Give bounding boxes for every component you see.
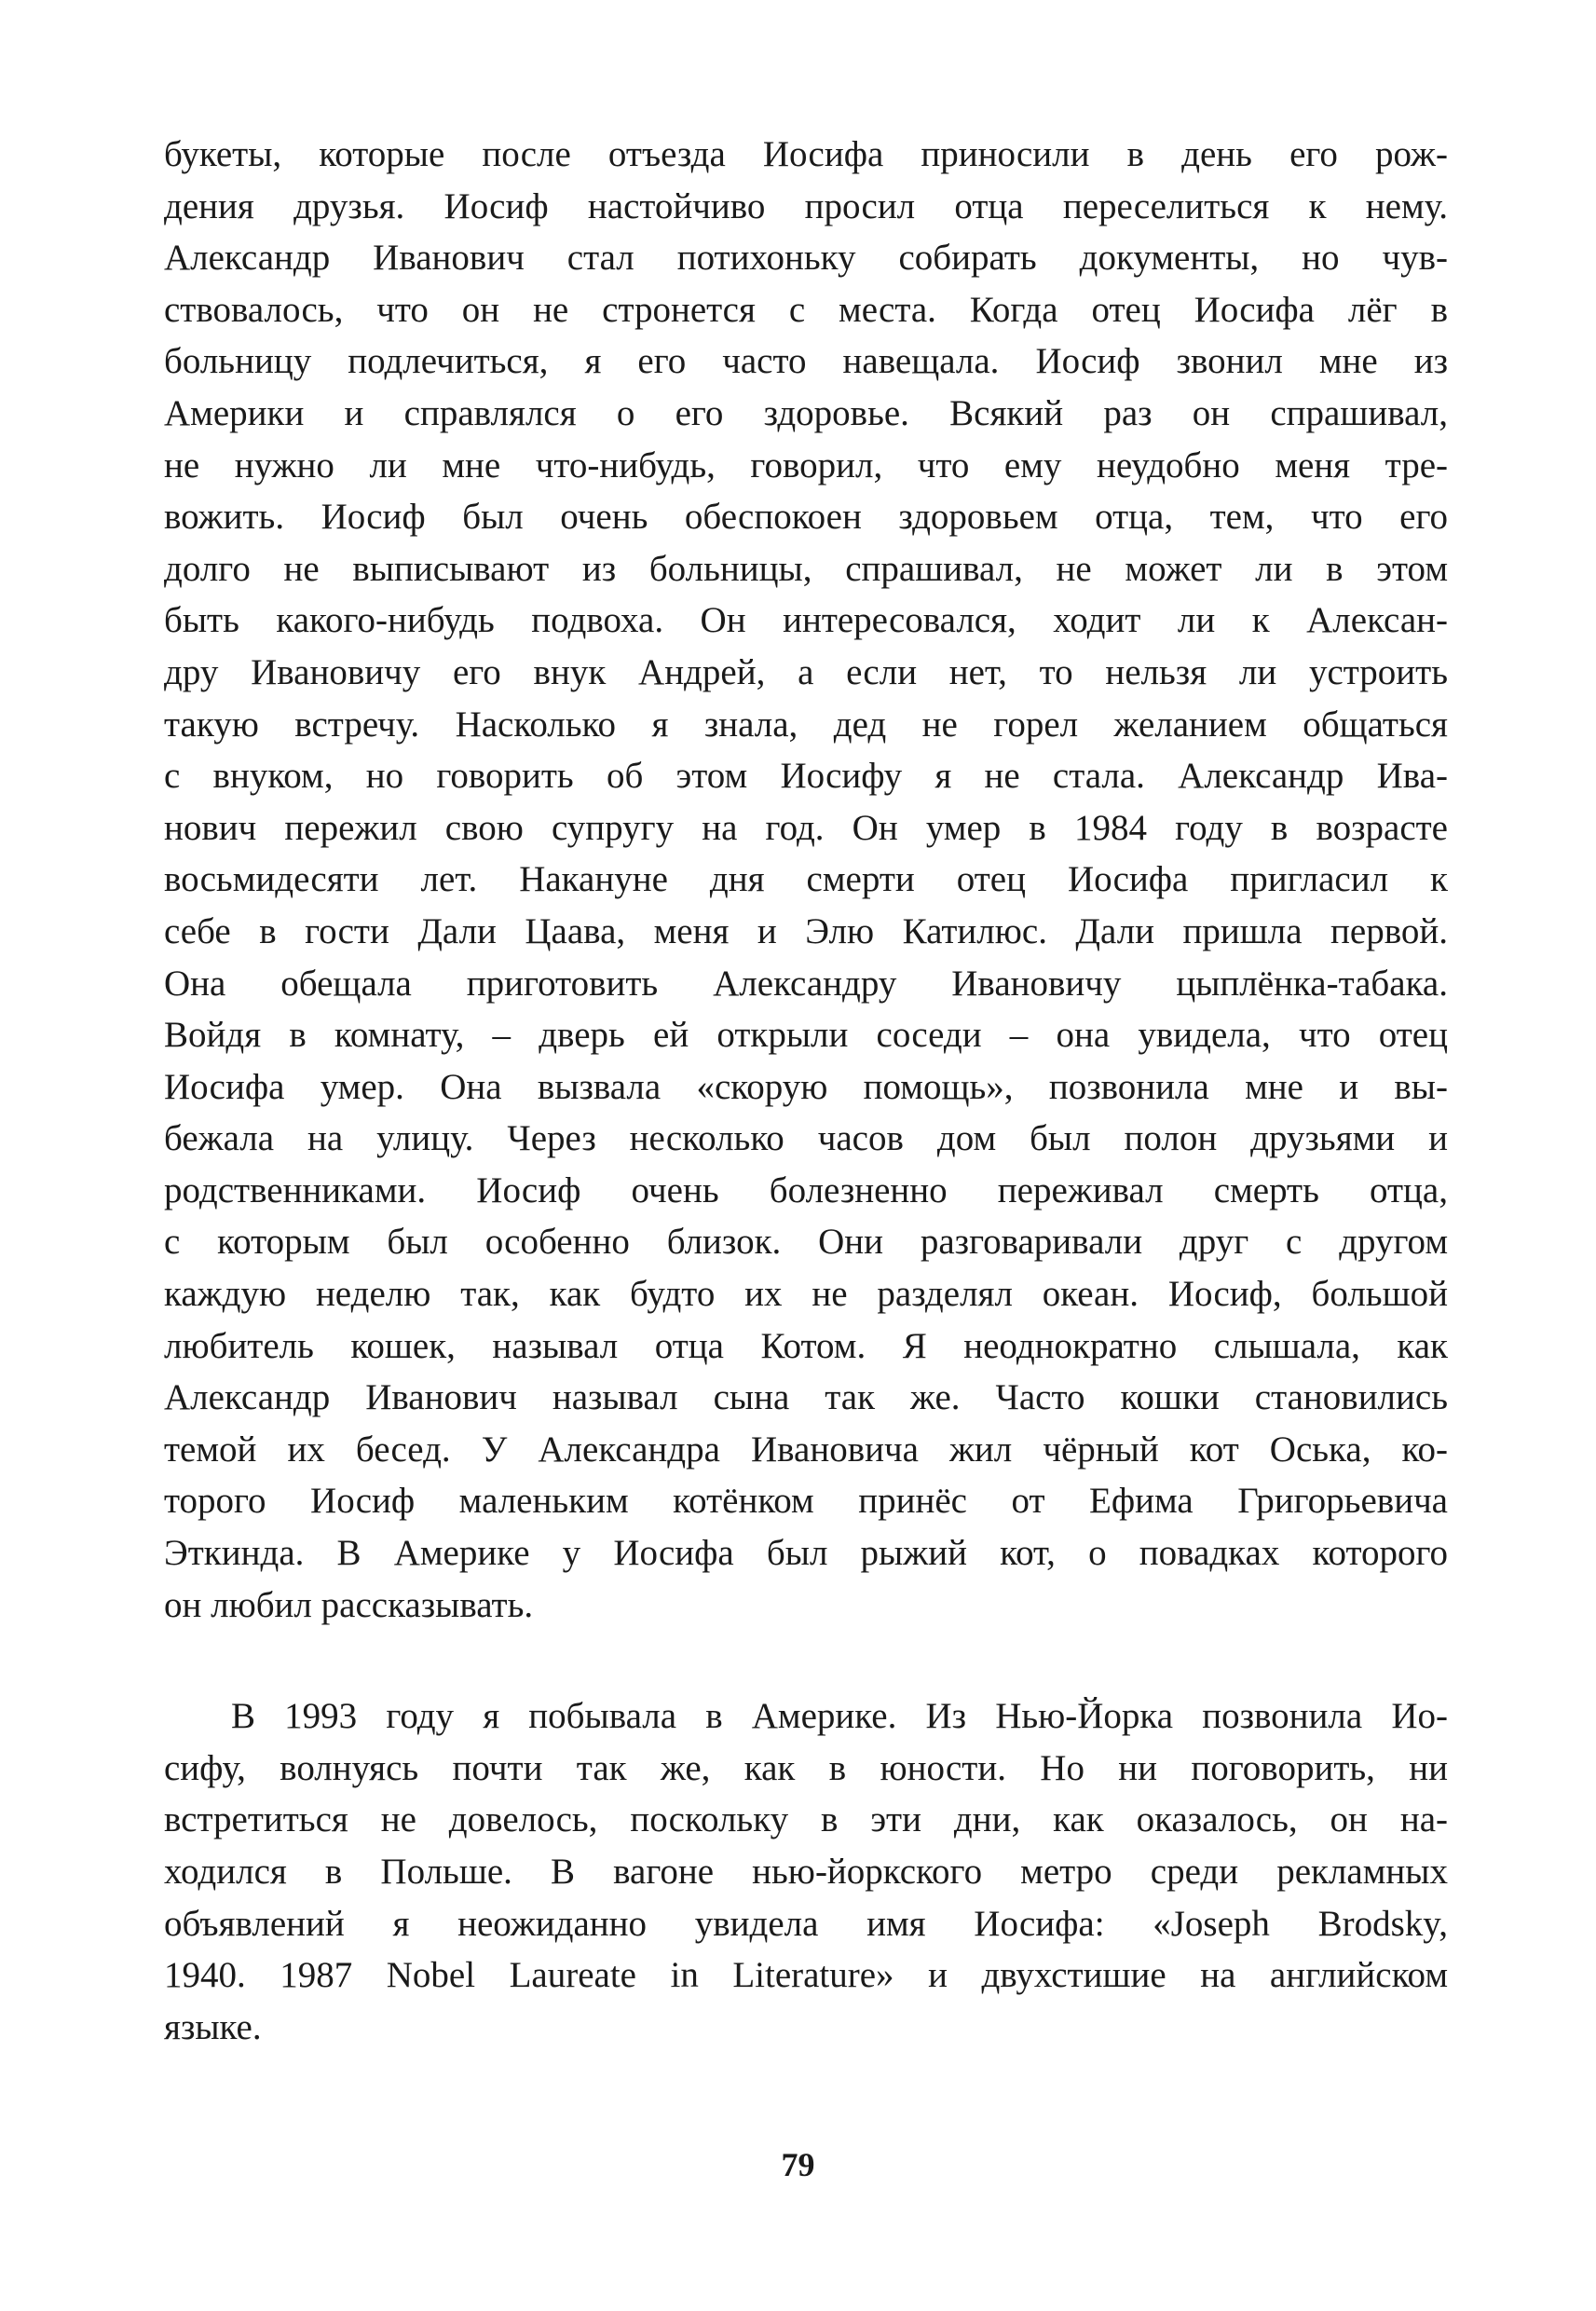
text-line: он любил рассказывать. (164, 1584, 534, 1625)
text-line: сифу, волнуясь почти так же, как в юности. Но ни поговорить, ни (164, 1747, 1448, 1788)
text-line: быть какого-нибудь подвоха. Он интересовался, ходит ли к Алексан- (164, 600, 1448, 641)
text-line: дения друзья. Иосиф настойчиво просил отца переселиться к нему. (164, 185, 1448, 226)
text-line: ствовалось, что он не стронется с места. Когда отец Иосифа лёг в (164, 289, 1448, 330)
text-line: В 1993 году я побывала в Америке. Из Нью-Йорка позвонила Ио- (231, 1696, 1448, 1737)
text-line: каждую неделю так, как будто их не разделял океан. Иосиф, большой (164, 1274, 1448, 1315)
text-line: Войдя в комнату, – дверь ей открыли соседи – она увидела, что отец (164, 1015, 1448, 1056)
text-line: родственниками. Иосиф очень болезненно переживал смерть отца, (164, 1169, 1448, 1210)
text-line: торого Иосиф маленьким котёнком принёс от Ефима Григорьевича (164, 1481, 1448, 1522)
text-line: любитель кошек, называл отца Котом. Я неоднократно слышала, как (164, 1325, 1448, 1366)
page-number: 79 (781, 2146, 815, 2183)
text-line: долго не выписывают из больницы, спрашивал, не может ли в этом (164, 548, 1448, 589)
text-line: с которым был особенно близок. Они разговаривали друг с другом (164, 1222, 1448, 1263)
text-line: 1940. 1987 Nobel Laureate in Literature» и двухстишие на английском (164, 1955, 1448, 1996)
text-line: с внуком, но говорить об этом Иосифу я не стала. Александр Ива- (164, 756, 1448, 797)
text-line: больницу подлечиться, я его часто навещала. Иосиф звонил мне из (164, 341, 1448, 382)
text-line: такую встречу. Насколько я знала, дед не горел желанием общаться (164, 704, 1448, 745)
body-text (164, 129, 1448, 2053)
text-line: темой их бесед. У Александра Ивановича жил чёрный кот Оська, ко- (164, 1429, 1448, 1470)
text-line: объявлений я неожиданно увидела имя Иосифа: «Joseph Brodsky, (164, 1903, 1448, 1944)
text-line: Александр Иванович называл сына так же. Часто кошки становились (164, 1377, 1448, 1418)
text-line: языке. (164, 2006, 262, 2047)
text-line: Эткинда. В Америке у Иосифа был рыжий кот, о повадках которого (164, 1533, 1448, 1574)
text-line: нович пережил свою супругу на год. Он умер в 1984 году в возрасте (164, 807, 1448, 848)
text-line: бежала на улицу. Через несколько часов дом был полон друзьями и (164, 1118, 1448, 1159)
text-line: не нужно ли мне что-нибудь, говорил, что ему неудобно меня тре- (164, 444, 1448, 485)
text-line: вожить. Иосиф был очень обеспокоен здоровьем отца, тем, что его (164, 497, 1448, 538)
text-line: ходился в Польше. В вагоне нью-йоркского метро среди рекламных (164, 1852, 1448, 1892)
text-line: Она обещала приготовить Александру Ивановичу цыплёнка-табака. (164, 963, 1448, 1004)
paragraph-1 (164, 129, 1448, 1631)
text-line: себе в гости Дали Цаава, меня и Элю Катилюс. Дали пришла первой. (164, 910, 1448, 951)
text-line: Иосифа умер. Она вызвала «скорую помощь», позвонила мне и вы- (164, 1066, 1448, 1107)
text-line: Америки и справлялся о его здоровье. Всякий раз он спрашивал, (164, 392, 1448, 433)
text-line: Александр Иванович стал потихоньку собирать документы, но чув- (164, 238, 1448, 279)
paragraph-2 (164, 1690, 1448, 2053)
text-line: букеты, которые после отъезда Иосифа приносили в день его рож- (164, 134, 1448, 174)
text-line: встретиться не довелось, поскольку в эти дни, как оказалось, он на- (164, 1799, 1448, 1840)
text-line: восьмидесяти лет. Накануне дня смерти отец Иосифа пригласил к (164, 859, 1448, 900)
text-line: дру Ивановичу его внук Андрей, а если нет, то нельзя ли устроить (164, 651, 1448, 692)
